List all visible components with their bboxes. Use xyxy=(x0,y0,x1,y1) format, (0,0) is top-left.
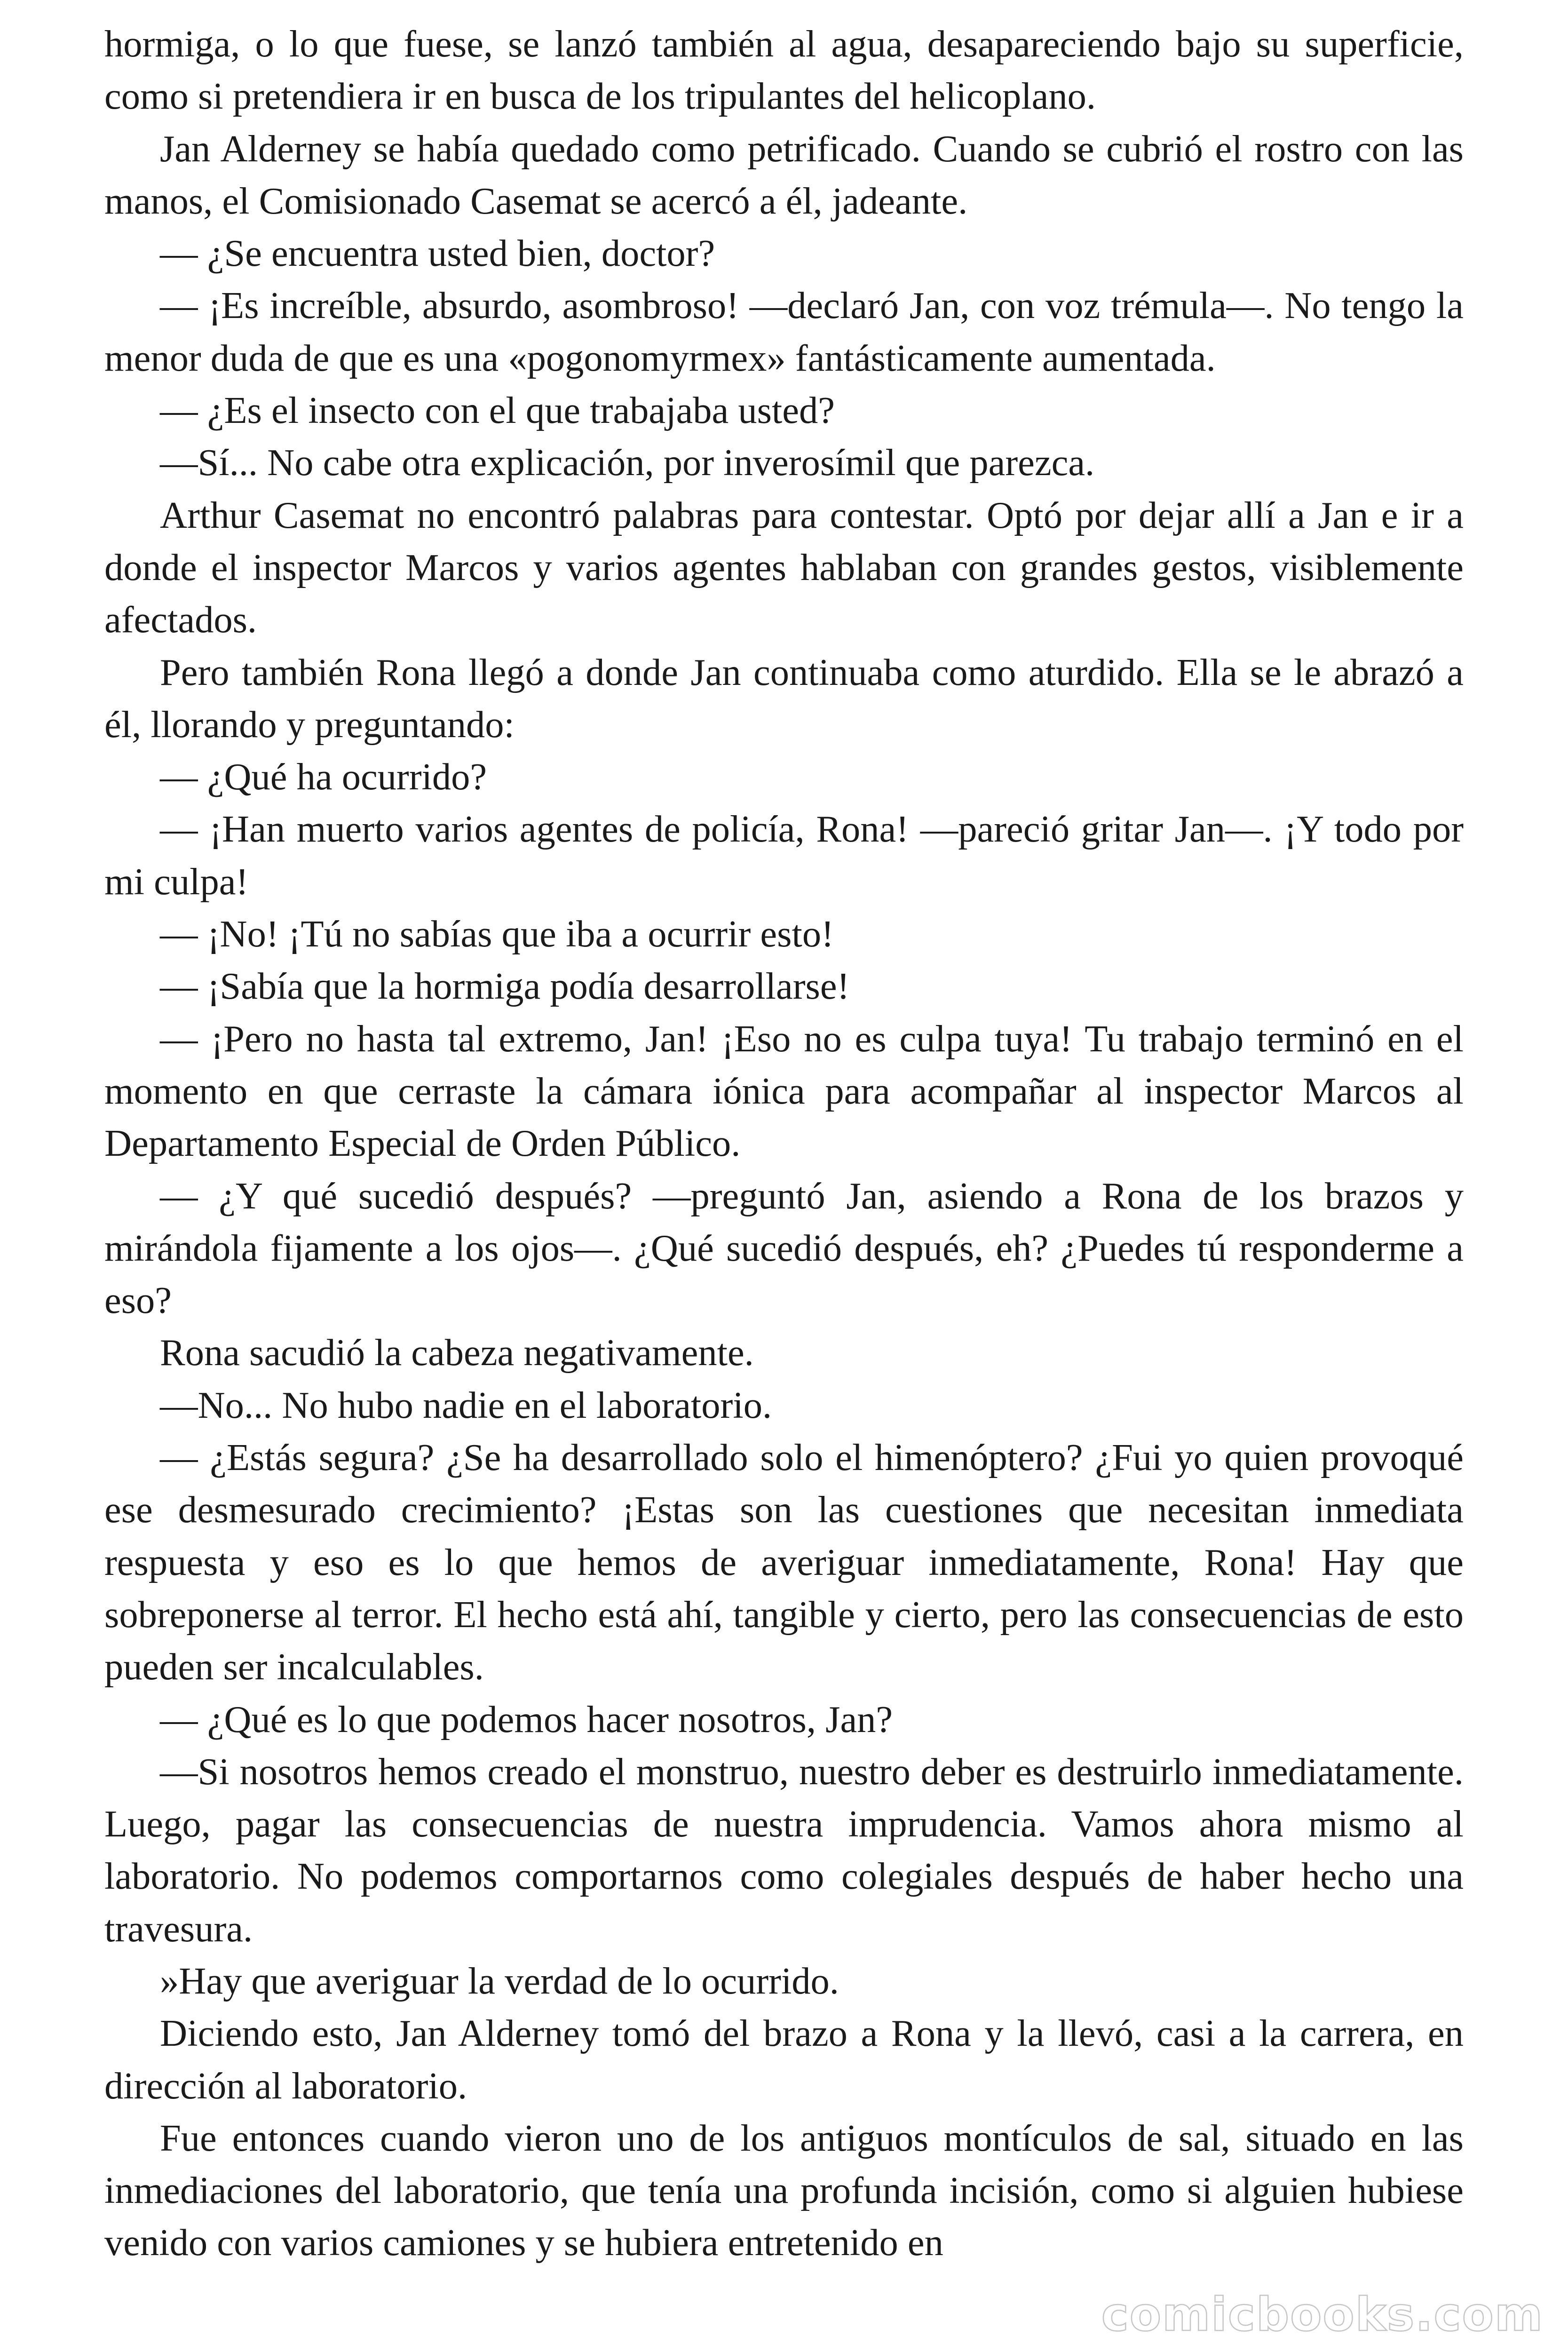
paragraph: — ¿Qué es lo que podemos hacer nosotros, Jan? xyxy=(160,1698,893,1740)
paragraph: —Sí... No cabe otra explicación, por inverosímil que parezca. xyxy=(160,442,1095,484)
paragraph: — ¡Han muerto varios agentes de policía, Rona! —pareció gritar Jan—. ¡Y todo por mi culpa! xyxy=(104,808,1464,903)
paragraph: Diciendo esto, Jan Alderney tomó del brazo a Rona y la llevó, casi a la carrera, en dirección al laboratorio. xyxy=(104,2012,1464,2107)
paragraph: Pero también Rona llegó a donde Jan continuaba como aturdido. Ella se le abrazó a él, llorando y preguntando: xyxy=(104,651,1464,746)
paragraph: Fue entonces cuando vieron uno de los antiguos montículos de sal, situado en las inmediaciones del laboratorio, que tenía una profunda incisión, como si alguien hubiese venido con varios camiones y se hubiera entretenido en xyxy=(104,2117,1464,2264)
paragraph: — ¿Y qué sucedió después? —preguntó Jan, asiendo a Rona de los brazos y mirándola fijamente a los ojos—. ¿Qué sucedió después, eh? ¿Puedes tú responderme a eso? xyxy=(104,1175,1464,1322)
paragraph: Jan Alderney se había quedado como petrificado. Cuando se cubrió el rostro con las manos, el Comisionado Casemat se acercó a él, jadeante. xyxy=(104,127,1464,222)
paragraph: — ¡Pero no hasta tal extremo, Jan! ¡Eso no es culpa tuya! Tu trabajo terminó en el momento en que cerraste la cámara iónica para acompañar al inspector Marcos al Departamento Especial de Orden Público. xyxy=(104,1017,1464,1165)
paragraph: —No... No hubo nadie en el laboratorio. xyxy=(160,1384,772,1426)
paragraph: — ¿Qué ha ocurrido? xyxy=(160,756,487,798)
paragraph: »Hay que averiguar la verdad de lo ocurrido. xyxy=(160,1960,839,2002)
watermark: comicbooks.com xyxy=(1101,2288,1544,2342)
paragraph: — ¡Sabía que la hormiga podía desarrollarse! xyxy=(160,965,850,1008)
page-text xyxy=(104,18,1464,2269)
paragraph: — ¡No! ¡Tú no sabías que iba a ocurrir esto! xyxy=(160,913,834,955)
paragraph: — ¿Se encuentra usted bien, doctor? xyxy=(160,232,715,275)
paragraph: — ¿Es el insecto con el que trabajaba usted? xyxy=(160,389,835,432)
paragraph: — ¡Es increíble, absurdo, asombroso! —declaró Jan, con voz trémula—. No tengo la menor duda de que es una «pogonomyrmex» fantásticamente aumentada. xyxy=(104,285,1464,379)
paragraph: hormiga, o lo que fuese, se lanzó también al agua, desapareciendo bajo su superficie, como si pretendiera ir en busca de los tripulantes del helicoplano. xyxy=(104,23,1464,118)
paragraph: Rona sacudió la cabeza negativamente. xyxy=(160,1332,754,1374)
paragraph: — ¿Estás segura? ¿Se ha desarrollado solo el himenóptero? ¿Fui yo quien provoqué ese desmesurado crecimiento? ¡Estas son las cuestiones que necesitan inmediata respuesta y eso es lo que hemos de averiguar inmediatamente, Rona! Hay que sobreponerse al terror. El hecho está ahí, tangible y cierto, pero las consecuencias de esto pueden ser incalculables. xyxy=(104,1437,1464,1688)
paragraph: Arthur Casemat no encontró palabras para contestar. Optó por dejar allí a Jan e ir a donde el inspector Marcos y varios agentes hablaban con grandes gestos, visiblemente afectados. xyxy=(104,494,1464,641)
paragraph: —Si nosotros hemos creado el monstruo, nuestro deber es destruirlo inmediatamente. Luego, pagar las consecuencias de nuestra imprudencia. Vamos ahora mismo al laboratorio. No podemos comportarnos como colegiales después de haber hecho una travesura. xyxy=(104,1750,1464,1950)
